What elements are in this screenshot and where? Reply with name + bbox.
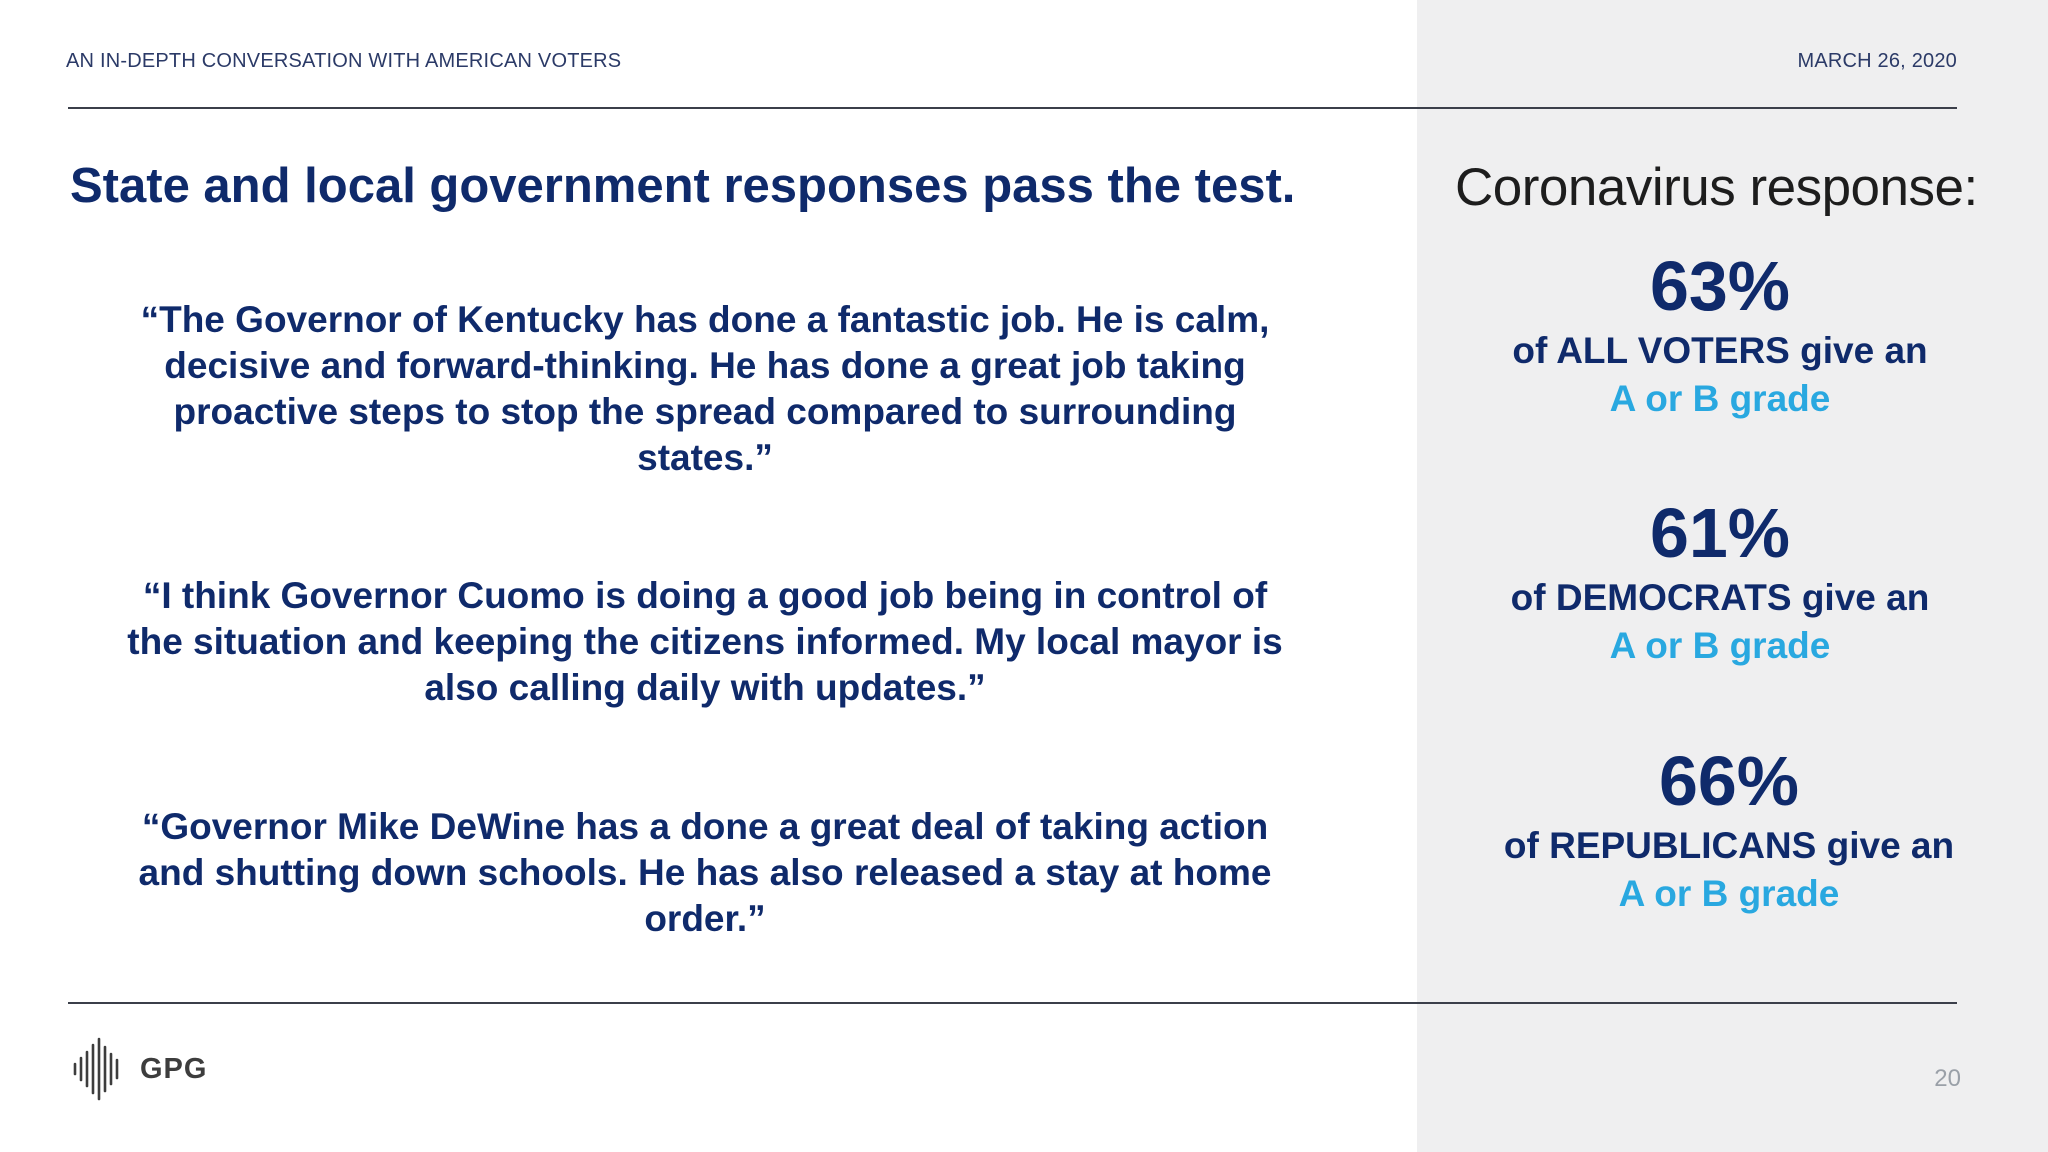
quote-kentucky: “The Governor of Kentucky has done a fantastic job. He is calm, decisive and forward-thinking. He has done a great job taking proactive steps to stop the spread compared to surrounding states.” bbox=[140, 299, 1270, 478]
stat-value: 63% bbox=[1649, 247, 1791, 325]
stat-value: 61% bbox=[1649, 494, 1791, 572]
bottom-divider bbox=[68, 1002, 1957, 1004]
quote-dewine: “Governor Mike DeWine has a done a great deal of taking action and shutting down schools. He has also released a stay at home order.” bbox=[138, 806, 1272, 939]
top-divider bbox=[68, 107, 1957, 109]
stat-grade: A or B grade bbox=[1609, 625, 1831, 666]
page-number: 20 bbox=[1934, 1065, 1961, 1092]
stat-grade: A or B grade bbox=[1609, 378, 1831, 419]
stat-value: 66% bbox=[1658, 742, 1800, 820]
gpg-logo bbox=[72, 1037, 207, 1101]
stat-description: of ALL VOTERS give an bbox=[1512, 330, 1928, 371]
stat-all-voters bbox=[1440, 245, 2000, 423]
panel-title: Coronavirus response: bbox=[1455, 158, 1978, 217]
page-title: State and local government responses pass the test. bbox=[70, 159, 1296, 213]
header-subtitle: AN IN-DEPTH CONVERSATION WITH AMERICAN VOTERS bbox=[66, 50, 622, 72]
quote-cuomo: “I think Governor Cuomo is doing a good job being in control of the situation and keeping the citizens informed. My local mayor is also calling daily with updates.” bbox=[127, 575, 1283, 708]
header-date: MARCH 26, 2020 bbox=[1797, 50, 1957, 72]
stat-republicans bbox=[1440, 740, 2000, 918]
stat-description: of REPUBLICANS give an bbox=[1503, 825, 1955, 866]
soundwave-bars-icon bbox=[72, 1037, 124, 1101]
stat-democrats bbox=[1440, 492, 2000, 670]
logo-text: GPG bbox=[140, 1052, 208, 1085]
stat-description: of DEMOCRATS give an bbox=[1510, 577, 1930, 618]
stat-grade: A or B grade bbox=[1618, 873, 1840, 914]
